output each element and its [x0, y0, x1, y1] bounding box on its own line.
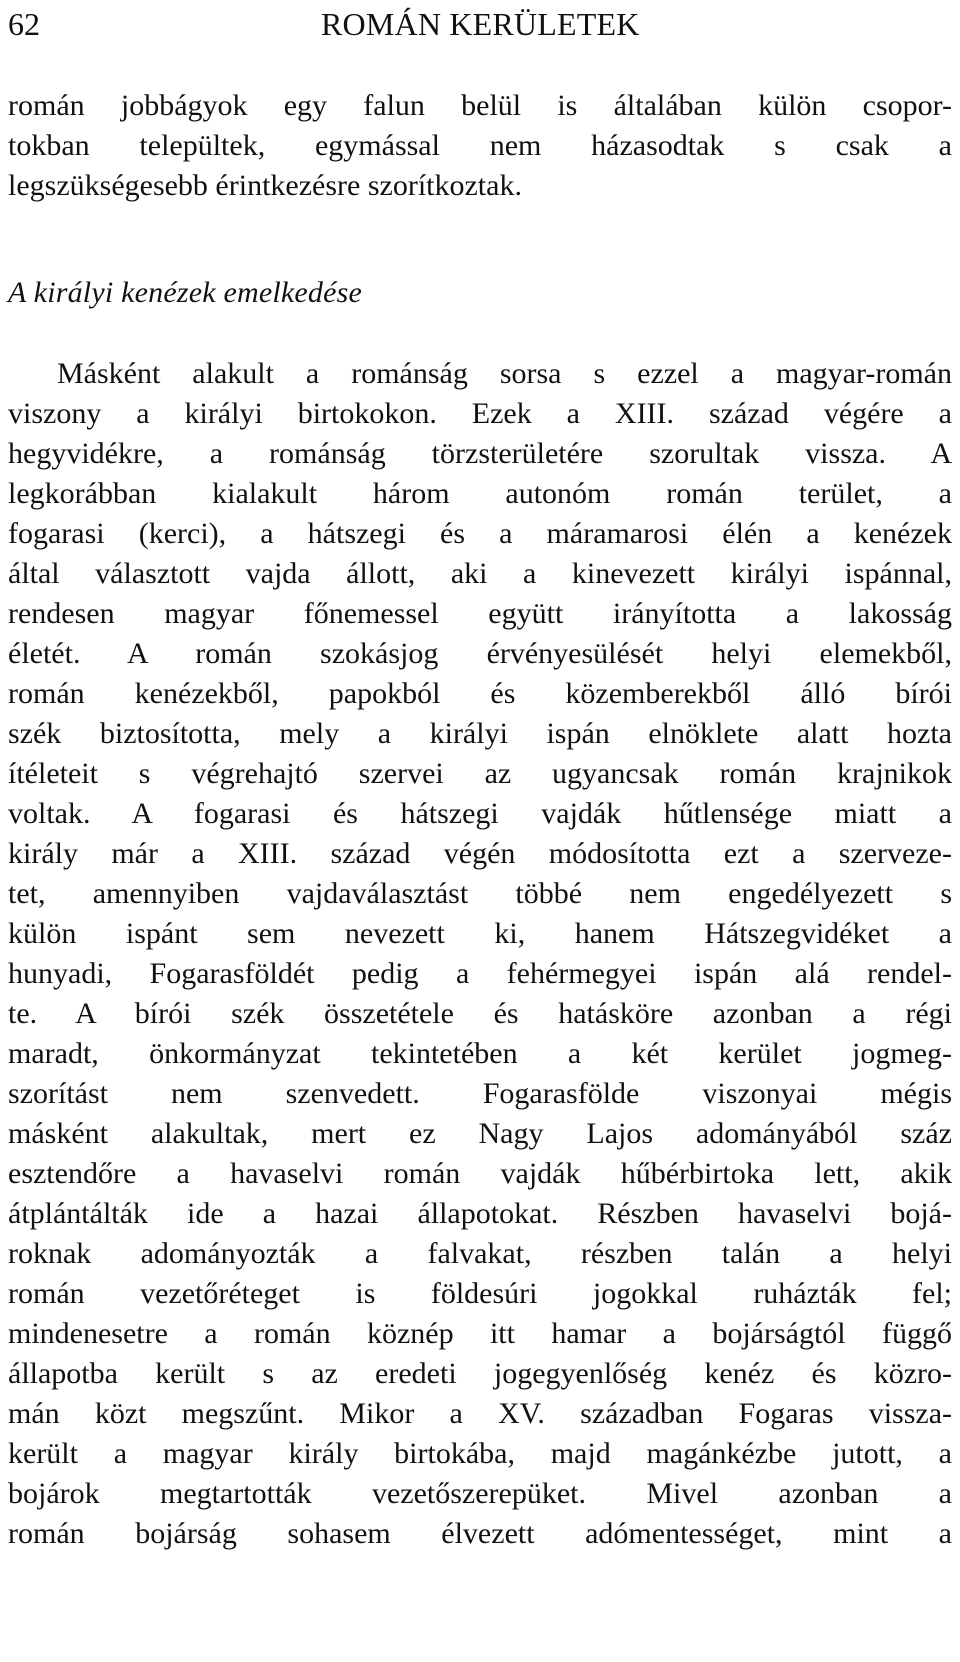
- text-line: te. A bírói szék összetétele és hatásköre azonban a régi: [8, 997, 952, 1030]
- text-line: legkorábban kialakult három autonóm román terület, a: [8, 477, 952, 510]
- text-line: román bojárság sohasem élvezett adómentességet, mint a: [8, 1517, 952, 1550]
- text-line: román jobbágyok egy falun belül is általában külön csopor-: [8, 89, 952, 122]
- text-line: voltak. A fogarasi és hátszegi vajdák hűtlensége miatt a: [8, 797, 952, 830]
- text-line: esztendőre a havaselvi román vajdák hűbérbirtoka lett, akik: [8, 1157, 952, 1190]
- running-title: ROMÁN KERÜLETEK: [321, 6, 640, 42]
- text-line: bojárok megtartották vezetőszerepüket. Mivel azonban a: [8, 1477, 952, 1510]
- text-line: Másként alakult a románság sorsa s ezzel a magyar-román: [57, 357, 952, 390]
- text-line: legszükségesebb érintkezésre szorítkoztak.: [8, 169, 522, 202]
- text-line: átplántálták ide a hazai állapotokat. Részben havaselvi bojá-: [8, 1197, 952, 1230]
- text-line: maradt, önkormányzat tekintetében a két kerület jogmeg-: [8, 1037, 952, 1070]
- text-line: szorítást nem szenvedett. Fogarasfölde viszonyai mégis: [8, 1077, 952, 1110]
- text-line: roknak adományozták a falvakat, részben talán a helyi: [8, 1237, 952, 1270]
- text-line: hunyadi, Fogarasföldét pedig a fehérmegyei ispán alá rendel-: [8, 957, 952, 990]
- text-line: által választott vajda állott, aki a kinevezett királyi ispánnal,: [8, 557, 952, 590]
- text-line: külön ispánt sem nevezett ki, hanem Hátszegvidéket a: [8, 917, 952, 950]
- text-line: hegyvidékre, a románság törzsterületére szorultak vissza. A: [8, 437, 952, 470]
- text-line: román kenézekből, papokból és közemberekből álló bírói: [8, 677, 952, 710]
- section-title: A királyi kenézek emelkedése: [8, 276, 363, 309]
- text-line: viszony a királyi birtokokon. Ezek a XIII. század végére a: [8, 397, 952, 430]
- text-line: másként alakultak, mert ez Nagy Lajos adományából száz: [8, 1117, 952, 1150]
- text-line: ítéleteit s végrehajtó szervei az ugyancsak román krajnikok: [8, 757, 952, 790]
- text-line: életét. A román szokásjog érvényesülését helyi elemekből,: [8, 637, 952, 670]
- text-line: állapotba került s az eredeti jogegyenlőség kenéz és közro-: [8, 1357, 952, 1390]
- text-line: mán közt megszűnt. Mikor a XV. században Fogaras vissza-: [8, 1397, 952, 1430]
- text-line: került a magyar király birtokába, majd magánkézbe jutott, a: [8, 1437, 952, 1470]
- text-line: mindenesetre a román köznép itt hamar a bojárságtól függő: [8, 1317, 952, 1350]
- text-line: tokban települtek, egymással nem házasodtak s csak a: [8, 129, 952, 162]
- page-number: 62: [8, 6, 40, 42]
- text-line: szék biztosította, mely a királyi ispán elnöklete alatt hozta: [8, 717, 952, 750]
- text-line: király már a XIII. század végén módosította ezt a szerveze-: [8, 837, 952, 870]
- text-line: román vezetőréteget is földesúri jogokkal ruházták fel;: [8, 1277, 952, 1310]
- text-line: rendesen magyar főnemessel együtt irányította a lakosság: [8, 597, 952, 630]
- text-line: fogarasi (kerci), a hátszegi és a máramarosi élén a kenézek: [8, 517, 952, 550]
- page-header: [8, 2, 948, 46]
- text-line: tet, amennyiben vajdaválasztást többé nem engedélyezett s: [8, 877, 952, 910]
